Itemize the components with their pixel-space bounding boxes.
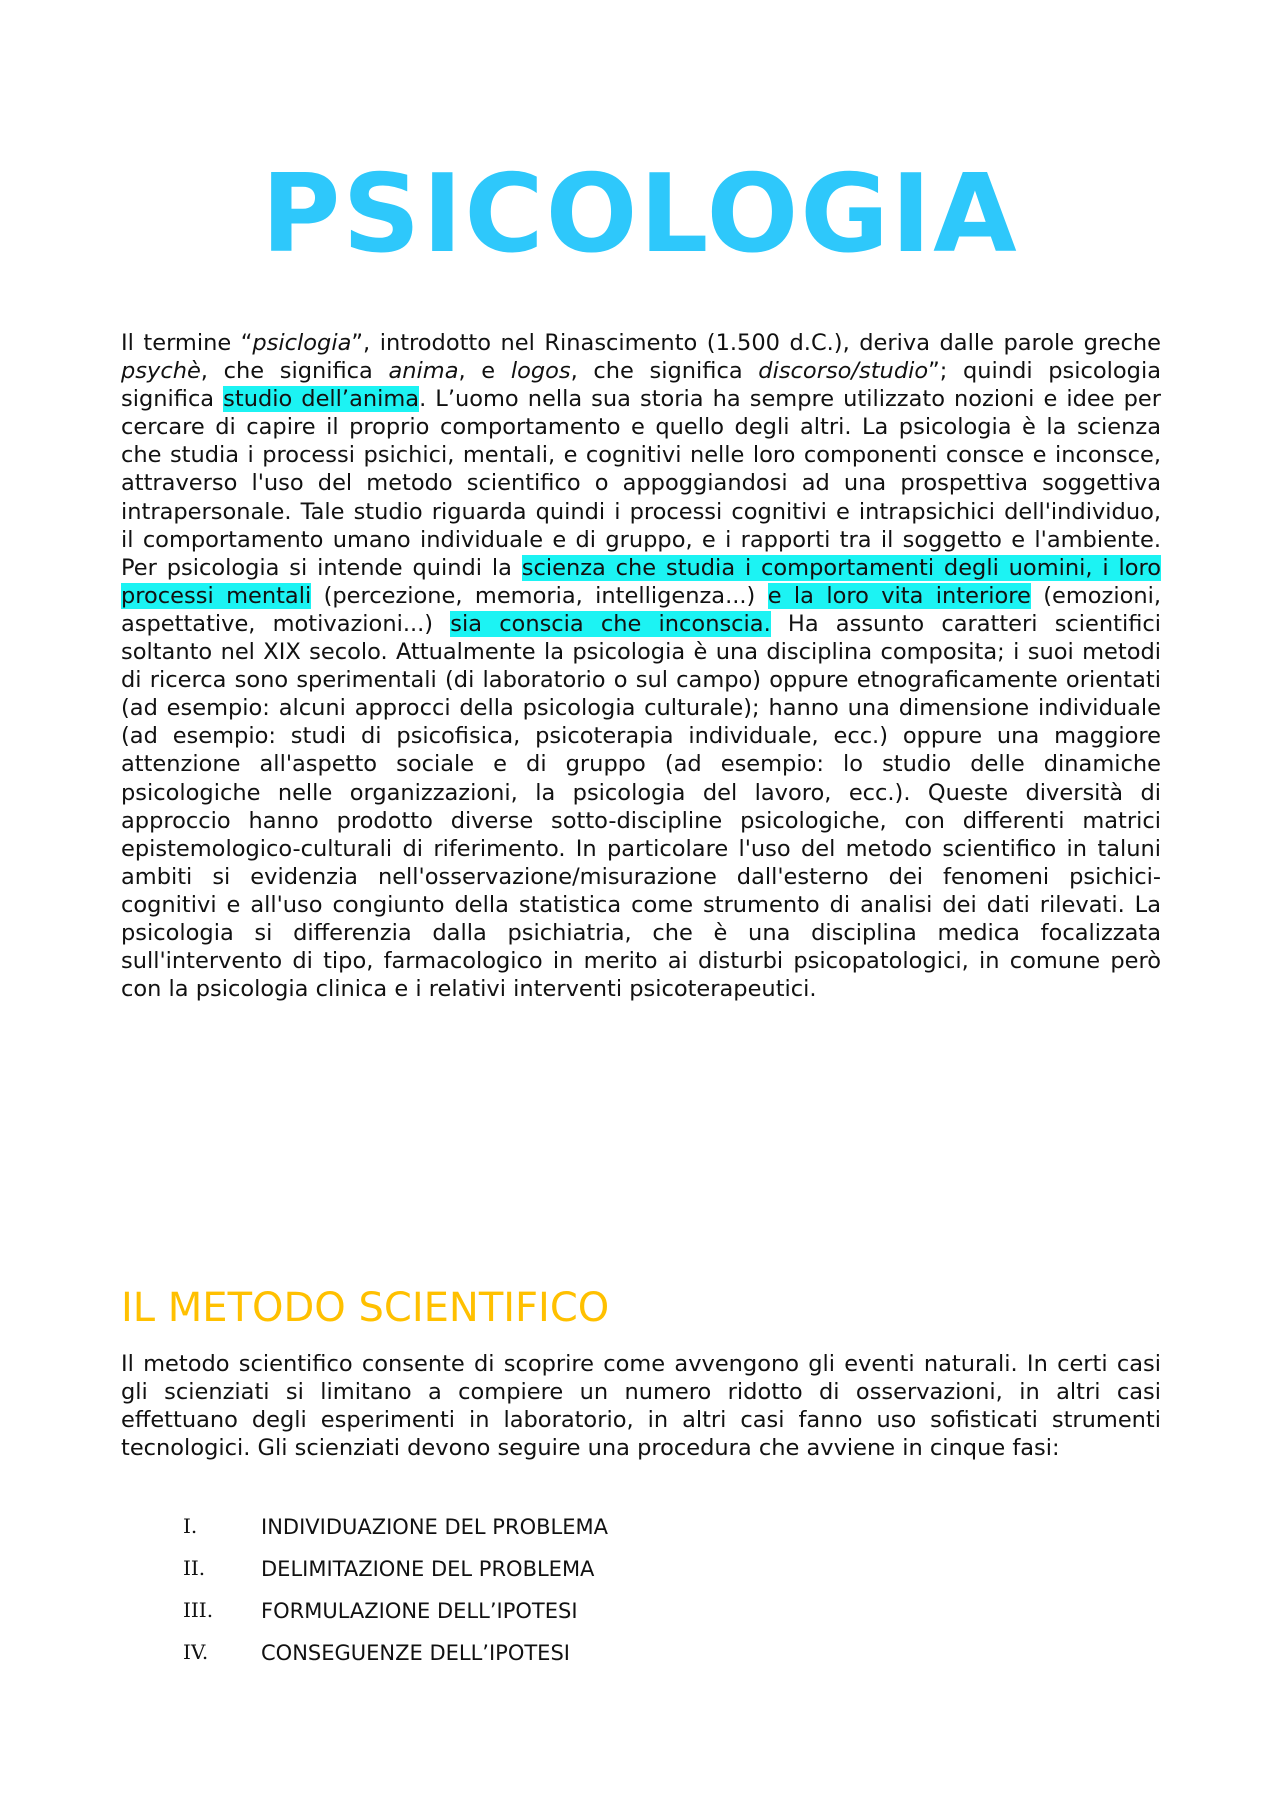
- text-run: , che significa: [570, 358, 759, 385]
- italic-term: logos: [510, 358, 571, 385]
- highlighted-text: scienza che studia i comportamenti degli uomini, i loro processi mentali: [121, 554, 1161, 609]
- text-run: Il termine “: [121, 330, 253, 356]
- italic-term: psychè: [121, 358, 201, 385]
- text-run: . L’uomo nella sua storia ha sempre utilizzato nozioni e idee per cercare di capire il proprio comportamento e quello degli altri. La psicologia è la scienza che studia i processi psichici, mentali, e cognitivi nelle loro componenti consce e inconsce, attraverso l'uso del metodo scientifico o appoggiandosi ad una prospettiva soggettiva intrapersonale. Tale studio riguarda quindi i processi cognitivi e intrapsichici dell'individuo, il comportamento umano individuale e di gruppo, e i rapporti tra il soggetto e l'ambiente. Per psicologia si intende quindi la: [121, 386, 1161, 581]
- list-item-number: II.: [183, 1556, 206, 1580]
- list-item-label: DELIMITAZIONE DEL PROBLEMA: [261, 1557, 595, 1581]
- list-item-number: IV.: [183, 1640, 209, 1664]
- italic-term: anima: [388, 358, 459, 385]
- page-title: PSICOLOGIA: [261, 152, 1019, 277]
- method-paragraph: Il metodo scientifico consente di scoprire come avvengono gli eventi naturali. In certi casi gli scienziati si limitano a compiere un numero ridotto di osservazioni, in altri casi effettuano degli esperimenti in laboratorio, in altri casi fanno uso sofisticati strumenti tecnologici. Gli scienziati devono seguire una procedura che avviene in cinque fasi:: [121, 1351, 1161, 1462]
- text-run: (percezione, memoria, intelligenza...): [311, 582, 768, 609]
- list-item: [0, 1638, 1280, 1680]
- italic-term: discorso/studio: [758, 358, 929, 385]
- list-item-number: III.: [183, 1598, 214, 1622]
- list-item: [0, 1554, 1280, 1596]
- text-run: ”, introdotto nel Rinascimento (1.500 d.C.), deriva dalle parole greche: [351, 330, 1162, 356]
- section-heading: IL METODO SCIENTIFICO: [121, 1285, 610, 1331]
- list-item-label: CONSEGUENZE DELL’IPOTESI: [261, 1641, 570, 1665]
- list-item-number: I.: [183, 1514, 198, 1538]
- text-run: , e: [458, 358, 511, 385]
- text-run: , che significa: [200, 358, 389, 385]
- highlighted-text: e la loro vita interiore: [767, 582, 1031, 609]
- list-item-label: INDIVIDUAZIONE DEL PROBLEMA: [261, 1515, 608, 1539]
- highlighted-text: sia conscia che inconscia.: [450, 610, 771, 637]
- phase-list: [0, 1512, 1280, 1680]
- list-item-label: FORMULAZIONE DELL’IPOTESI: [261, 1599, 578, 1623]
- text-run: (emozioni, aspettative, motivazioni...): [121, 582, 1161, 637]
- list-item: [0, 1596, 1280, 1638]
- list-item: [0, 1512, 1280, 1554]
- text-run: Ha assunto caratteri scientifici soltanto nel XIX secolo. Attualmente la psicologia è una disciplina composita; i suoi metodi di ricerca sono sperimentali (di laboratorio o sul campo) oppure etnograficamente orientati (ad esempio: alcuni approcci della psicologia culturale); hanno una dimensione individuale (ad esempio: studi di psicofisica, psicoterapia individuale, ecc.) oppure una maggiore attenzione all'aspetto sociale e di gruppo (ad esempio: lo studio delle dinamiche psicologiche nelle organizzazioni, la psicologia del lavoro, ecc.). Queste diversità di approccio hanno prodotto diverse sotto-discipline psicologiche, con differenti matrici epistemologico-culturali di riferimento. In particolare l'uso del metodo scientifico in taluni ambiti si evidenzia nell'osservazione/misurazione dall'esterno dei fenomeni psichici-cognitivi e all'uso congiunto della statistica come strumento di analisi dei dati rilevati. La psicologia si differenzia dalla psichiatria, che è una disciplina medica focalizzata sull'intervento di tipo, farmacologico in merito ai disturbi psicopatologici, in comune però con la psicologia clinica e i relativi interventi psicoterapeutici.: [121, 610, 1162, 1003]
- text-run: ”; quindi psicologia significa: [121, 358, 1161, 413]
- intro-paragraph: [121, 329, 1161, 1003]
- highlighted-text: studio dell’anima: [223, 386, 420, 413]
- italic-term: psiclogia: [252, 330, 352, 356]
